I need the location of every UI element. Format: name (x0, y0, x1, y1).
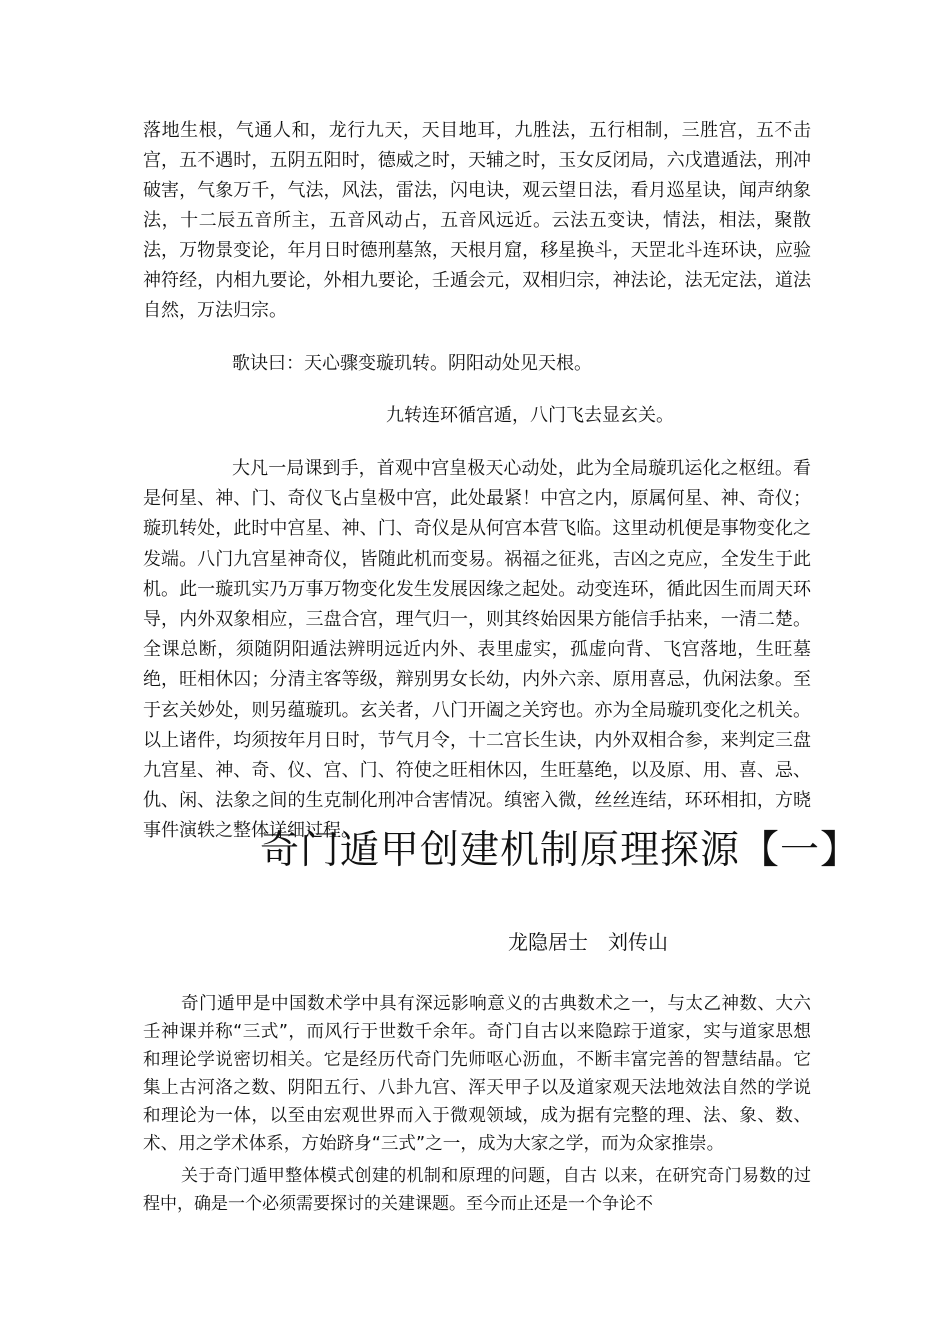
verse-line-1: 歌诀曰：天心骤变璇玑转。阴阳动处见天根。 (232, 353, 592, 374)
paragraph-terms-list: 落地生根，气通人和，龙行九天，天目地耳，九胜法，五行相制，三胜宫，五不击宫，五不遇时，五阴五阳时，德威之时，天辅之时，玉女反闭局，六戊遣遁法，刑冲破害，气象万千，气法，风法，雷法，闪电诀，观云望日法，看月巡星诀，闻声纳象法，十二辰五音所主，五音风动占，五音风远近。云法五变诀，情法，相法，聚散法，万物景变论，年月日时德刑墓煞，天根月窟，移星换斗，天罡北斗连环诀，应验神符经，内相九要论，外相九要论，壬遁会元，双相归宗，神法论，法无定法，道法自然，万法归宗。 (143, 120, 811, 321)
article-author: 龙隐居士 刘传山 (508, 930, 668, 954)
paragraph-analysis: 大凡一局课到手，首观中宫皇极天心动处，此为全局璇玑运化之枢纽。看是何星、神、门、奇仪飞占皇极中宫，此处最紧！中宫之内，原属何星、神、奇仪；璇玑转处，此时中宫星、神、门、奇仪是从何宫本营飞临。这里动机便是事物变化之发端。八门九宫星神奇仪，皆随此机而变易。祸福之征兆，吉凶之克应，全发生于此机。此一璇玑实乃万事万物变化发生发展因缘之起处。动变连环，循此因生而周天环导，内外双象相应，三盘合宫，理气归一，则其终始因果方能信手拈来，一清二楚。全课总断，须随阴阳遁法辨明远近内外、表里虚实，孤虚向背、飞宫落地，生旺墓绝，旺相休囚；分清主客等级，辩别男女长幼，内外六亲、原用喜忌，仇闲法象。至于玄关妙处，则另蕴璇玑。玄关者，八门开阖之关窍也。亦为全局璇玑变化之机关。以上诸件，均须按年月日时，节气月令，十二宫长生诀，内外双相合参，来判定三盘九宫星、神、奇、仪、宫、门、符使之旺相休囚，生旺墓绝，以及原、用、喜、忌、仇、闲、法象之间的生克制化刑冲合害情况。缜密入微，丝丝连结，环环相扣，方晓事件演轶之整体详细过程。 (143, 458, 811, 842)
article-title: 奇门遁甲创建机制原理探源【一】 (260, 828, 861, 873)
verse-line-2: 九转连环循宫遁，八门飞去显玄关。 (386, 405, 674, 426)
paragraph-intro: 奇门遁甲是中国数术学中具有深远影响意义的古典数术之一，与太乙神数、大六壬神课并称“三式”，而风行于世数千余年。奇门自古以来隐踪于道家，实与道家思想和理论学说密切相关。它是经历代奇门先师呕心沥血，不断丰富完善的智慧结晶。它集上古河洛之数、阴阳五行、八卦九宫、浑天甲子以及道家观天法地效法自然的学说和理论为一体，以至由宏观世界而入于微观领域，成为据有完整的理、法、象、数、术、用之学术体系，方始跻身“三式”之一，成为大家之学，而为众家推崇。 (143, 994, 811, 1154)
paragraph-next: 关于奇门遁甲整体模式创建的机制和原理的问题，自古 以来，在研究奇门易数的过程中，确是一个必须需要探讨的关建课题。至今而止还是一个争论不 (143, 1166, 811, 1214)
